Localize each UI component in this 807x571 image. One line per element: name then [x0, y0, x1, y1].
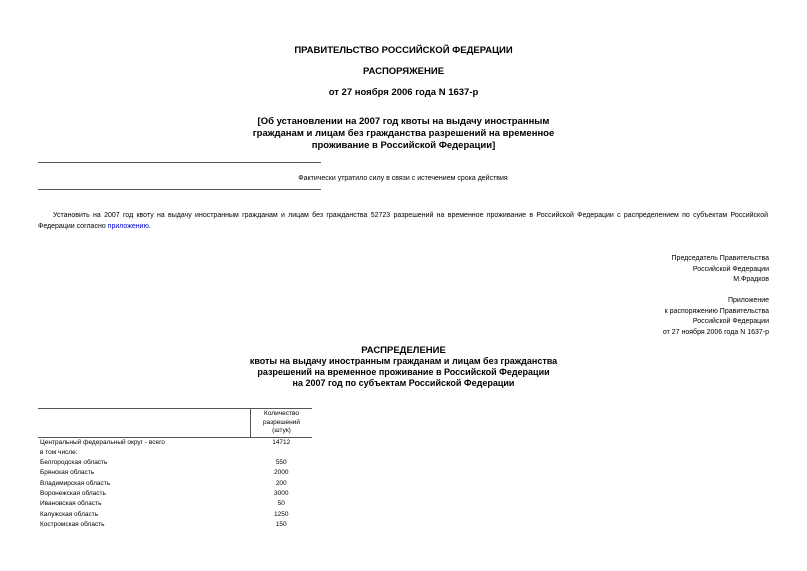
- region-cell: Белгородская область: [40, 459, 108, 467]
- region-cell: Костромская область: [40, 520, 105, 528]
- table-row: [38, 437, 312, 448]
- distribution-title: [200, 345, 607, 389]
- government-heading: ПРАВИТЕЛЬСТВО РОССИЙСКОЙ ФЕДЕРАЦИИ: [294, 45, 513, 56]
- count-cell: 550: [275, 459, 287, 467]
- body-paragraph: [38, 210, 768, 232]
- body-text: Установить на 2007 год квоту на выдачу иностранным гражданам и лицам без гражданства 52723 разрешений на временное проживание в Российской Федерации с распределением по субъектам Российской Федерации согласно: [38, 212, 768, 230]
- title-line: гражданам и лицам без гражданства разрешений на временное: [252, 128, 555, 139]
- appendix-line: от 27 ноября 2006 года N 1637-р: [662, 328, 769, 336]
- header-count-line: разрешений: [262, 418, 301, 426]
- distribution-subtitle-line: разрешений на временное проживание в Российской Федерации: [257, 367, 550, 377]
- appendix-header: [469, 296, 769, 338]
- appendix-line: Российской Федерации: [692, 318, 769, 325]
- header-region: [38, 409, 251, 438]
- document-title: [220, 116, 587, 152]
- table-row: [38, 468, 312, 478]
- distribution-subtitle-line: на 2007 год по субъектам Российской Федерации: [292, 378, 515, 388]
- title-line: [Об установлении на 2007 год квоты на выдачу иностранным: [257, 116, 550, 127]
- signature-block: [469, 254, 769, 286]
- body-text-end: .: [148, 223, 151, 230]
- table-row: [38, 448, 312, 458]
- distribution-heading: РАСПРЕДЕЛЕНИЕ: [361, 345, 446, 356]
- doc-type-heading: РАСПОРЯЖЕНИЕ: [362, 66, 445, 77]
- header-count-line: Количество: [264, 410, 299, 417]
- table-row: [38, 510, 312, 520]
- count-cell: [251, 448, 313, 458]
- region-cell: Ивановская область: [40, 500, 102, 508]
- table-header-row: [38, 409, 312, 438]
- table-row: [38, 489, 312, 499]
- distribution-subtitle-line: квоты на выдачу иностранным гражданам и лицам без гражданства: [249, 356, 558, 366]
- count-cell: 2000: [274, 469, 289, 477]
- table-row: [38, 479, 312, 489]
- region-cell: в том числе:: [40, 448, 78, 456]
- appendix-link[interactable]: приложению: [107, 223, 149, 230]
- signature-line: Председатель Правительства: [671, 255, 769, 262]
- table-row: [38, 520, 312, 530]
- region-cell: Брянская область: [40, 469, 95, 477]
- count-cell: 150: [275, 520, 287, 528]
- count-cell: 3000: [274, 489, 289, 497]
- header-count: [251, 409, 313, 438]
- signature-line: Российской Федерации: [692, 265, 769, 273]
- count-cell: 1250: [274, 510, 289, 518]
- date-number-heading: от 27 ноября 2006 года N 1637-р: [328, 87, 479, 98]
- count-cell: 14712: [272, 438, 291, 446]
- count-cell: 50: [277, 500, 285, 508]
- region-cell: Центральный федеральный округ - всего: [40, 438, 165, 446]
- title-line: проживание в Российской Федерации]: [311, 140, 496, 151]
- region-cell: Воронежская область: [40, 489, 106, 497]
- divider-top: [38, 162, 321, 163]
- header-count-line: (штук): [272, 427, 291, 434]
- status-note: Фактически утратило силу в связи с истечением срока действия: [298, 175, 508, 182]
- count-cell: 200: [275, 479, 287, 487]
- table-row: [38, 458, 312, 468]
- region-cell: Владимирская область: [40, 479, 111, 487]
- divider-bottom: [38, 189, 321, 190]
- table-row: [38, 499, 312, 509]
- quota-table: [38, 408, 312, 530]
- appendix-line: к распоряжению Правительства: [664, 307, 769, 315]
- signature-line: М.Фрадков: [733, 276, 769, 283]
- region-cell: Калужская область: [40, 510, 99, 518]
- appendix-line: Приложение: [727, 297, 769, 304]
